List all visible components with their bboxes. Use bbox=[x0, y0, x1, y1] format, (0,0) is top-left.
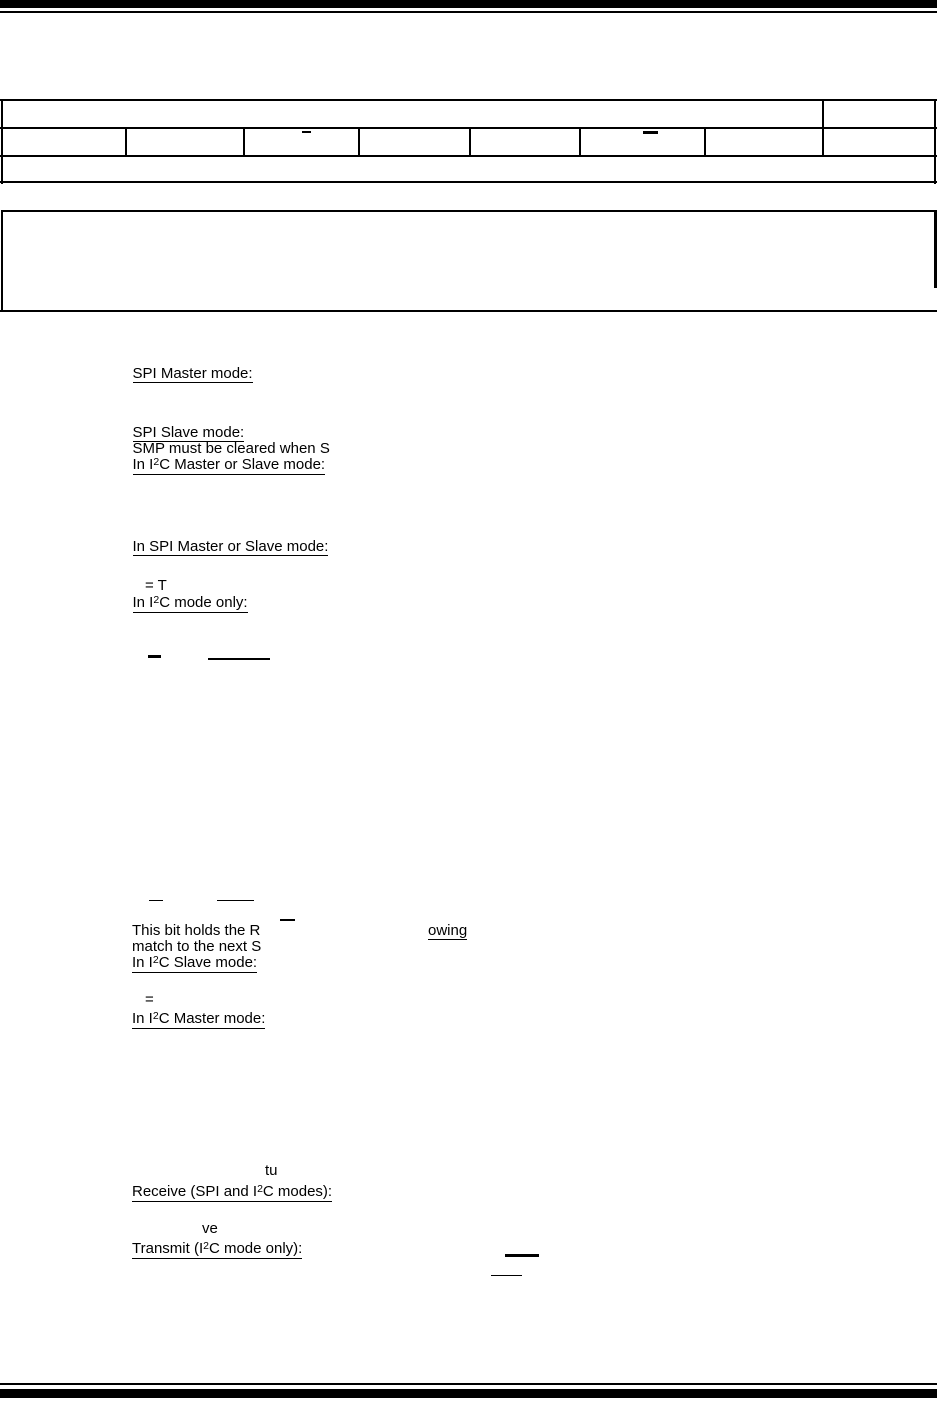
bottom-thick-rule bbox=[0, 1389, 937, 1398]
overbar-mark bbox=[491, 1275, 522, 1277]
bit-column-divider-1 bbox=[125, 127, 127, 157]
legend-box-right-border bbox=[934, 210, 936, 289]
fragment-text: C Master or Slave mode: bbox=[159, 456, 326, 473]
text-fragment-owing: owing bbox=[428, 922, 468, 939]
fragment-text: In I bbox=[132, 954, 153, 971]
top-thin-rule bbox=[0, 11, 937, 13]
table-right-border bbox=[934, 99, 936, 184]
fragment-text: Transmit (I bbox=[132, 1240, 204, 1257]
text-fragment-i2c-mode-only bbox=[133, 595, 248, 613]
superscript-2: 2 bbox=[203, 1239, 209, 1252]
text-fragment-i2c-slave-mode bbox=[132, 955, 257, 973]
legend-box-bottom-border bbox=[0, 310, 937, 312]
bit-column-divider-7 bbox=[822, 127, 824, 157]
text-fragment-match-to-next: match to the next S bbox=[132, 938, 262, 955]
text-fragment-receive-modes bbox=[132, 1184, 332, 1202]
text-fragment-equals: = bbox=[145, 991, 154, 1008]
underline-mark bbox=[217, 900, 254, 902]
overbar-mark-bit-cell-6 bbox=[643, 131, 658, 133]
text-fragment-tu: tu bbox=[265, 1162, 278, 1179]
text-fragment-spi-master-mode: SPI Master mode: bbox=[132, 365, 253, 382]
fragment-text: C mode only): bbox=[208, 1240, 303, 1257]
fragment-text: C mode only: bbox=[159, 594, 248, 611]
table-header-column-divider bbox=[822, 99, 824, 130]
fragment-text: In I bbox=[132, 456, 154, 473]
text-fragment-i2c-master-or-slave-mode bbox=[133, 457, 326, 475]
bit-column-divider-6 bbox=[704, 127, 706, 157]
table-left-border bbox=[1, 99, 3, 184]
fragment-text: In I bbox=[132, 1010, 153, 1027]
superscript-2: 2 bbox=[153, 593, 160, 606]
text-fragment-transmit-mode bbox=[132, 1241, 302, 1259]
overbar-mark bbox=[149, 900, 163, 902]
text-fragment-spi-slave-mode: SPI Slave mode: bbox=[132, 424, 245, 441]
text-fragment-i2c-master-mode bbox=[132, 1011, 265, 1029]
overbar-mark-bit-cell-3 bbox=[302, 131, 312, 133]
text-fragment-in-spi-master-or-slave-mode: In SPI Master or Slave mode: bbox=[132, 538, 329, 555]
superscript-2: 2 bbox=[257, 1182, 263, 1195]
superscript-2: 2 bbox=[153, 455, 160, 468]
overbar-mark-after-r bbox=[280, 919, 295, 921]
table-bottom-border bbox=[0, 181, 937, 183]
fragment-text: In I bbox=[132, 594, 154, 611]
top-thick-rule bbox=[0, 0, 937, 8]
bit-column-divider-5 bbox=[579, 127, 581, 157]
text-fragment-equals-t: = T bbox=[145, 577, 167, 594]
fragment-text: C Master mode: bbox=[158, 1010, 266, 1027]
fragment-text: C modes): bbox=[262, 1183, 333, 1200]
superscript-2: 2 bbox=[152, 953, 159, 966]
table-top-border bbox=[0, 99, 937, 101]
text-fragment-ve: ve bbox=[202, 1220, 218, 1237]
bit-column-divider-2 bbox=[243, 127, 245, 157]
text-fragment-smp-cleared: SMP must be cleared when S bbox=[132, 440, 330, 457]
superscript-2: 2 bbox=[152, 1009, 159, 1022]
text-fragment-this-bit-holds: This bit holds the R bbox=[132, 922, 261, 939]
fragment-text: Receive (SPI and I bbox=[132, 1183, 258, 1200]
bit-column-divider-4 bbox=[469, 127, 471, 157]
underline-mark bbox=[208, 658, 270, 660]
overbar-mark-bold bbox=[505, 1254, 540, 1257]
bit-column-divider-3 bbox=[358, 127, 360, 157]
legend-box-top-border bbox=[1, 210, 937, 212]
legend-box-left-border bbox=[1, 210, 3, 312]
fragment-text: C Slave mode: bbox=[158, 954, 258, 971]
overbar-mark-bold bbox=[148, 655, 161, 658]
bottom-thin-rule bbox=[0, 1383, 937, 1386]
